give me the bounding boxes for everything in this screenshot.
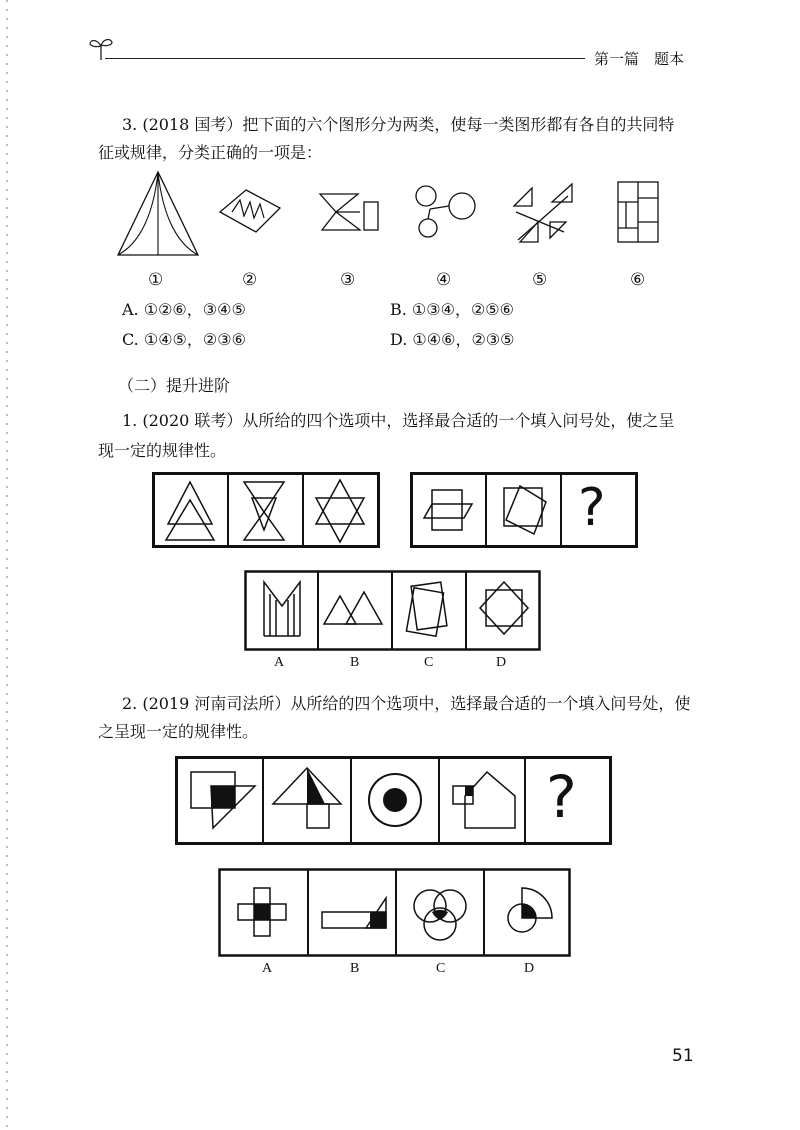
header-section-title: 第一篇 题本 — [594, 50, 685, 68]
q3-figure-2 — [218, 188, 282, 234]
p1-stem-line2: 现一定的规律性。 — [98, 441, 227, 460]
p2-option-label-a[interactable]: A — [262, 961, 273, 976]
q3-label-4: ④ — [436, 270, 452, 290]
q3-option-c[interactable]: C. ①④⑤，②③⑥ — [122, 330, 246, 349]
q3-label-6: ⑥ — [630, 270, 646, 290]
p2-question-mark: ? — [546, 763, 577, 831]
q3-label-1: ① — [148, 270, 164, 290]
p2-stem-line2: 之呈现一定的规律性。 — [98, 722, 259, 741]
q3-figure-3 — [318, 192, 382, 234]
p1-stem-line1: 1. (2020 联考）从所给的四个选项中，选择最合适的一个填入问号处，使之呈 — [122, 411, 675, 430]
p1-option-label-a[interactable]: A — [274, 655, 285, 670]
p1-option-label-c[interactable]: C — [424, 655, 434, 670]
p1-option-label-d[interactable]: D — [496, 655, 507, 670]
q3-label-5: ⑤ — [532, 270, 548, 290]
q3-option-d[interactable]: D. ①④⑥，②③⑤ — [390, 330, 515, 349]
page-number: 51 — [672, 1046, 694, 1066]
section-title-advanced: （二）提升进阶 — [118, 376, 231, 395]
p2-option-label-d[interactable]: D — [524, 961, 535, 976]
q3-stem-line2: 征或规律，分类正确的一项是： — [98, 143, 323, 162]
p2-stem-line1: 2. (2019 河南司法所）从所给的四个选项中，选择最合适的一个填入问号处，使 — [122, 694, 691, 713]
p1-question-strip-right — [410, 472, 642, 550]
q3-option-a[interactable]: A. ①②⑥，③④⑤ — [122, 300, 246, 319]
p1-option-label-b[interactable]: B — [350, 655, 360, 670]
q3-stem-line1: 3. (2018 国考）把下面的六个图形分为两类，使每一类图形都有各自的共同特 — [122, 115, 675, 134]
q3-figure-1 — [112, 170, 204, 258]
q3-label-3: ③ — [340, 270, 356, 290]
q3-figure-6 — [616, 180, 660, 244]
p1-question-mark: ? — [578, 478, 606, 538]
q3-figure-4 — [410, 184, 480, 240]
p2-option-label-c[interactable]: C — [436, 961, 446, 976]
q3-option-b[interactable]: B. ①③④，②⑤⑥ — [390, 300, 514, 319]
q3-label-2: ② — [242, 270, 258, 290]
binding-edge-dots — [6, 0, 8, 1130]
p2-option-label-b[interactable]: B — [350, 961, 360, 976]
p1-question-strip-left — [152, 472, 384, 550]
header-rule — [105, 58, 585, 59]
p1-options-strip — [244, 570, 544, 654]
p2-options-strip — [218, 868, 574, 960]
q3-figure-5 — [508, 182, 574, 244]
